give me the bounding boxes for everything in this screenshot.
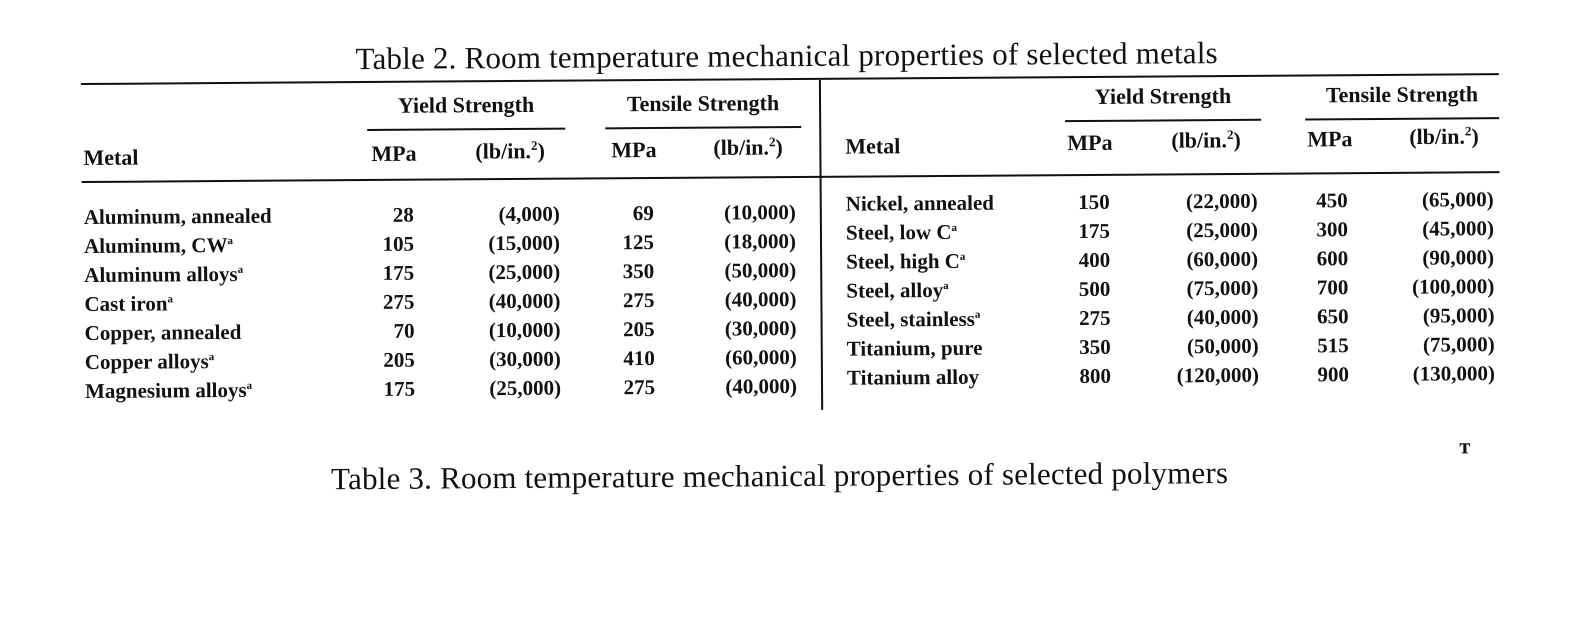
yield-mpa-cell: 275 (1079, 306, 1111, 331)
metal-name-cell: Titanium alloy (847, 365, 979, 391)
yield-mpa-cell: 500 (1079, 277, 1111, 302)
tensile-psi-cell: (40,000) (725, 374, 797, 400)
right-yield-underline (1065, 119, 1261, 122)
yield-psi-cell: (60,000) (1186, 247, 1258, 273)
tensile-mpa-cell: 515 (1317, 333, 1349, 358)
right-yield-psi-header: (lb/in.$^2$) (1171, 127, 1241, 154)
metal-name-cell: Copper alloys$^a$ (85, 349, 215, 375)
right-tensile-psi-header: (lb/in.$^2$) (1409, 123, 1479, 150)
yield-psi-cell: (30,000) (489, 347, 561, 373)
yield-mpa-cell: 800 (1079, 364, 1111, 389)
tensile-psi-cell: (45,000) (1422, 216, 1494, 242)
metal-name-cell: Aluminum, annealed (84, 204, 272, 230)
table3-title: Table 3. Room temperature mechanical properties of selected polymers (0, 453, 1568, 500)
metal-name-cell: Copper, annealed (85, 320, 242, 346)
yield-mpa-cell: 205 (383, 348, 415, 373)
tensile-psi-cell: (100,000) (1412, 274, 1494, 300)
yield-mpa-cell: 175 (383, 377, 415, 402)
tensile-psi-cell: (65,000) (1422, 187, 1494, 213)
tensile-psi-cell: (60,000) (725, 345, 797, 371)
yield-mpa-cell: 275 (383, 290, 415, 315)
yield-mpa-cell: 70 (394, 319, 415, 344)
right-yield-mpa-header: MPa (1067, 130, 1112, 156)
tensile-psi-cell: (75,000) (1423, 332, 1495, 358)
metal-name-cell: Aluminum, $CW^a$ (84, 233, 233, 259)
yield-mpa-cell: 28 (393, 203, 414, 228)
tensile-psi-cell: (130,000) (1413, 361, 1495, 387)
left-rows (0, 0, 1574, 6)
tensile-mpa-cell: 69 (633, 201, 654, 226)
footnote-marker: a (247, 380, 253, 392)
yield-psi-cell: (25,000) (488, 260, 560, 286)
tensile-mpa-cell: 900 (1317, 362, 1349, 387)
tensile-mpa-cell: 205 (623, 317, 655, 342)
right-tensile-mpa-header: MPa (1307, 126, 1352, 152)
tensile-mpa-cell: 700 (1317, 275, 1349, 300)
left-yield-strength-header: Yield Strength (367, 92, 565, 119)
yield-psi-cell: (10,000) (489, 318, 561, 344)
yield-psi-cell: (25,000) (1186, 218, 1258, 244)
tensile-mpa-cell: 275 (623, 288, 655, 313)
right-rows (0, 0, 1574, 6)
tensile-psi-cell: (18,000) (724, 229, 796, 255)
tensile-psi-cell: (50,000) (724, 258, 796, 284)
footnote-marker: a (227, 235, 233, 247)
right-tensile-strength-header: Tensile Strength (1305, 81, 1499, 108)
margin-mark: ᴛ (1459, 433, 1470, 459)
yield-psi-cell: (25,000) (489, 376, 561, 402)
yield-psi-cell: (50,000) (1187, 334, 1259, 360)
left-yield-underline (367, 128, 565, 131)
footnote-marker: a (943, 280, 949, 292)
metal-name-cell: Aluminum alloys$^a$ (84, 262, 243, 288)
tensile-psi-cell: (40,000) (725, 287, 797, 313)
yield-psi-cell: (40,000) (489, 289, 561, 315)
tensile-mpa-cell: 450 (1316, 188, 1348, 213)
tensile-mpa-cell: 600 (1317, 246, 1349, 271)
table2-header-rule (82, 171, 1500, 183)
footnote-marker: a (960, 251, 966, 263)
footnote-marker: a (238, 264, 244, 276)
right-yield-strength-header: Yield Strength (1065, 83, 1261, 110)
left-yield-psi-header: (lb/in.$^2$) (475, 138, 545, 165)
yield-psi-cell: (75,000) (1187, 276, 1259, 302)
yield-mpa-cell: 400 (1079, 248, 1111, 273)
tensile-psi-cell: (30,000) (725, 316, 797, 342)
footnote-marker: a (209, 351, 215, 363)
left-metal-header: Metal (83, 145, 138, 171)
tensile-psi-cell: (90,000) (1422, 245, 1494, 271)
metal-name-cell: Nickel, annealed (846, 191, 994, 217)
tensile-mpa-cell: 350 (623, 259, 655, 284)
yield-psi-cell: (4,000) (498, 202, 559, 227)
table2-title: Table 2. Room temperature mechanical properties of selected metals (0, 33, 1575, 80)
footnote-marker: a (951, 222, 957, 234)
metal-name-cell: Magnesium alloys$^a$ (85, 378, 252, 404)
left-tensile-mpa-header: MPa (611, 137, 656, 163)
left-yield-mpa-header: MPa (371, 141, 416, 167)
tensile-mpa-cell: 275 (623, 375, 655, 400)
footnote-marker: a (975, 309, 981, 321)
yield-mpa-cell: 350 (1079, 335, 1111, 360)
tensile-mpa-cell: 650 (1317, 304, 1349, 329)
tensile-psi-cell: (95,000) (1423, 303, 1495, 329)
metal-name-cell: Steel, alloy$^a$ (846, 278, 949, 304)
yield-psi-cell: (120,000) (1177, 363, 1259, 389)
metal-name-cell: Steel, low $C^a$ (846, 220, 957, 246)
right-tensile-underline (1305, 117, 1499, 120)
tensile-mpa-cell: 300 (1316, 217, 1348, 242)
left-tensile-strength-header: Tensile Strength (605, 90, 801, 117)
tensile-mpa-cell: 410 (623, 346, 655, 371)
yield-psi-cell: (40,000) (1187, 305, 1259, 331)
left-tensile-underline (605, 126, 801, 129)
left-tensile-psi-header: (lb/in.$^2$) (713, 134, 783, 161)
metal-name-cell: Steel, stainless$^a$ (846, 307, 980, 333)
footnote-marker: a (167, 293, 173, 305)
metal-name-cell: Steel, high $C^a$ (846, 249, 965, 275)
yield-mpa-cell: 175 (1078, 219, 1110, 244)
yield-mpa-cell: 150 (1078, 190, 1110, 215)
yield-psi-cell: (15,000) (488, 231, 560, 257)
right-metal-header: Metal (845, 133, 900, 159)
metal-name-cell: Cast iron$^a$ (84, 291, 173, 317)
yield-mpa-cell: 175 (383, 261, 415, 286)
tensile-mpa-cell: 125 (622, 230, 654, 255)
tensile-psi-cell: (10,000) (724, 200, 796, 226)
yield-mpa-cell: 105 (382, 232, 414, 257)
yield-psi-cell: (22,000) (1186, 189, 1258, 215)
metal-name-cell: Titanium, pure (847, 336, 983, 362)
